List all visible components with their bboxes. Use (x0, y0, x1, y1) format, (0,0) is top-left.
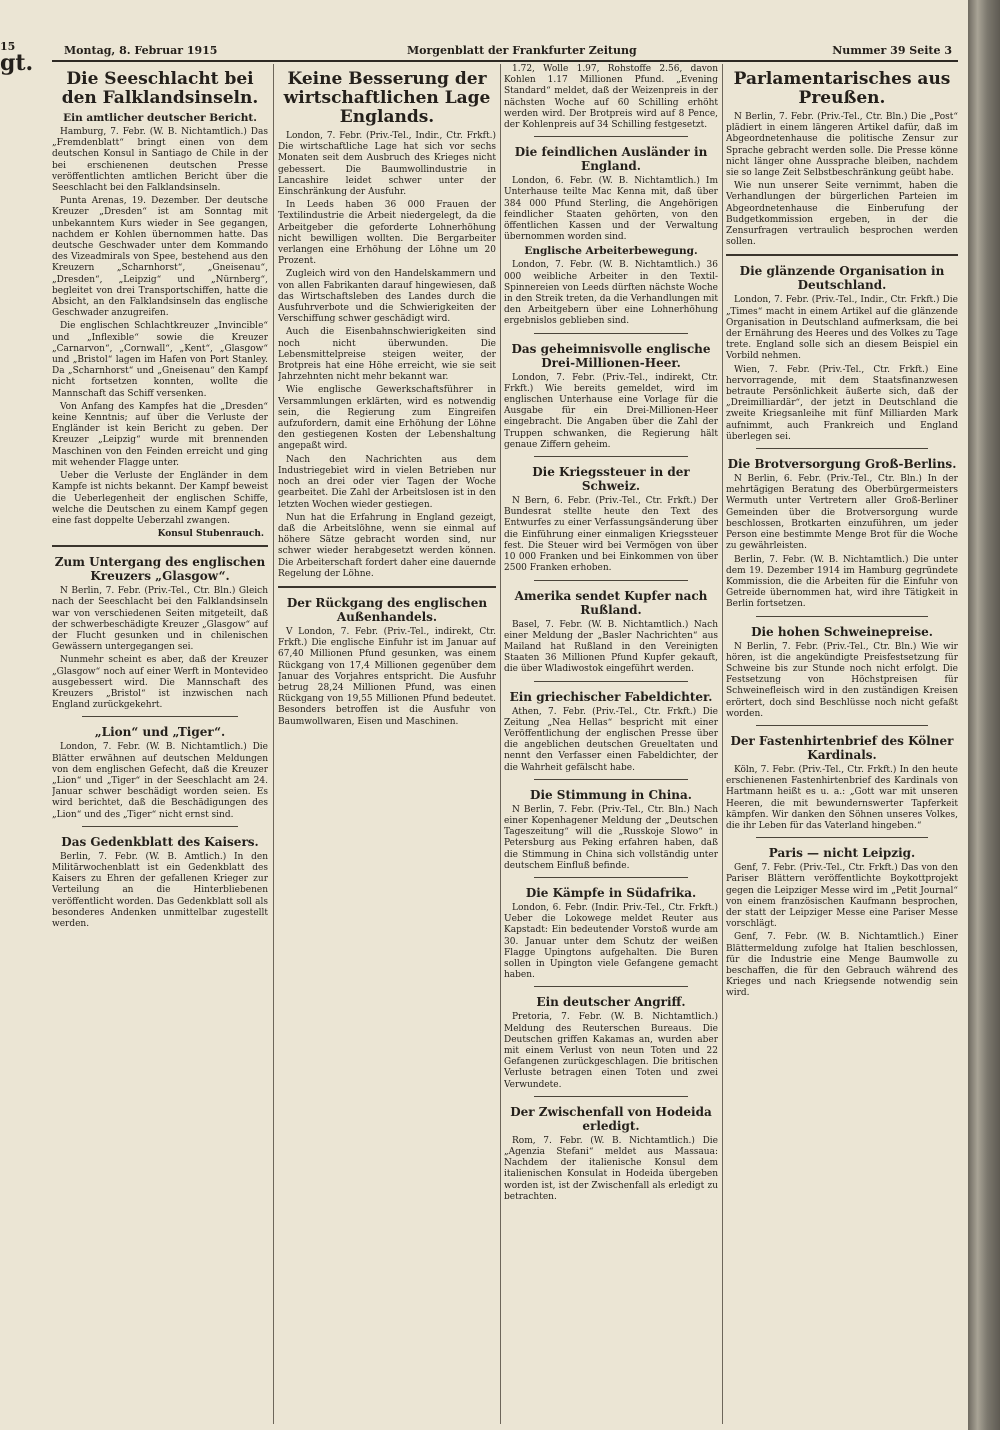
article-separator (82, 826, 238, 827)
article-separator (726, 254, 958, 256)
article-headline: Amerika sendet Kupfer nach Rußland. (514, 588, 708, 617)
article-separator (756, 448, 928, 449)
article-subheadline: Ein amtlicher deutscher Bericht. (63, 112, 257, 124)
article-paragraph: London, 6. Febr. (Indir. Priv.-Tel., Ctr. Frkft.) Ueber die Lokowege meldet Reuter aus Kapstadt: Ein bedeutender Vorstoß wurde am 30. Januar unter dem Schutz der weißen Flagge Upingtons aufgehalten. Die Buren sollen in Upington viele Gefangene gemacht haben. (504, 902, 718, 981)
article-paragraph: Genf, 7. Febr. (Priv.-Tel., Ctr. Frkft.) Das von den Pariser Blättern veröffentlichte Boykottprojekt gegen die Leipziger Messe wird im „Petit Journal“ von einem französischen Kaufmann besprochen, der statt der Leipziger Messe eine Pariser Messe vorschlägt. (726, 863, 958, 930)
article-headline: Die Kämpfe in Südafrika. (525, 885, 697, 900)
book-binding (968, 0, 1000, 1430)
article-separator (534, 877, 688, 878)
article-paragraph: Auch die Eisenbahnschwierigkeiten sind noch nicht überwunden. Die Lebensmittelpreise steigen weiter, der Brotpreis hat eine Höhe erreicht, wie sie seit Jahrzehnten nicht mehr bekannt war. (278, 327, 496, 383)
article-paragraph: Hamburg, 7. Febr. (W. B. Nichtamtlich.) Das „Fremdenblatt“ bringt einen von dem deutschen Konsul in Santiago de Chile in der bei erschienenen deutschen Presse veröffentlichten amtlichen Bericht über die Seeschlacht bei den Falklandsinseln. (52, 127, 268, 194)
article-separator (534, 779, 688, 780)
article-paragraph: Wien, 7. Febr. (Priv.-Tel., Ctr. Frkft.) Eine hervorragende, mit dem Staatsfinanzwesen betraute Persönlichkeit äußerte sich, daß der „Dreimilliardär“, der jetzt in Deutschland die zweite Kriegsanleihe mit fünf Milliarden Mark aufnimmt, auch Frankreich und England überlegen sei. (726, 364, 958, 442)
article-paragraph: Wie nun unserer Seite vernimmt, haben die Verhandlungen der bürgerlichen Parteien im Abgeordnetenhause die Einberufung der Budgetkommission ergeben, in der die Zensurfragen vertraulich besprochen werden sollen. (726, 181, 958, 248)
article-separator (534, 136, 688, 137)
article-headline: Parlamentarisches aus Preußen. (733, 69, 951, 108)
article-paragraph: London, 7. Febr. (Priv.-Tel., indirekt, Ctr. Frkft.) Wie bereits gemeldet, wird im englischen Unterhause eine Vorlage für die Ausgabe für ein Drei-Millionen-Heer eingebracht. Die Angaben über die Zahl der Truppen schwanken, die Regierung hält genaue Ziffern geheim. (504, 372, 718, 450)
article-paragraph: London, 6. Febr. (W. B. Nichtamtlich.) Im Unterhause teilte Mac Kenna mit, daß über 384 000 Pfund Sterling, die Angehörigen feindlicher Staaten gehörten, von den öffentlichen Kassen und der Verwaltung übernommen worden sind. (504, 176, 718, 243)
article-headline: Die hohen Schweinepreise. (751, 624, 933, 639)
article-paragraph: Nun hat die Erfahrung in England gezeigt, daß die Arbeitslöhne, wenn sie einmal auf höhere Sätze gebracht worden sind, nur schwer wieder herabgesetzt werden können. Die Arbeiterschaft fordert daher eine dauernde Regelung der Löhne. (278, 512, 496, 579)
issue-number: Nummer 39 Seite 3 (832, 44, 952, 57)
article-paragraph: N Berlin, 7. Febr. (Priv.-Tel., Ctr. Bln.) Gleich nach der Seeschlacht bei den Falklandsinseln war von verschiedenen Seiten mitgeteilt, daß der schwerbeschädigte Kreuzer „Glasgow“ auf der Flucht gesunken und in chilenischen Gewässern untergegangen sei. (52, 586, 268, 653)
article-separator (756, 725, 928, 726)
article-paragraph: Köln, 7. Febr. (Priv.-Tel., Ctr. Frkft.) In den heute erschienenen Fastenhirtenbrief des Kardinals von Hartmann heißt es u. a.: „Gott war mit unseren Heeren, die mit bewundernswerter Tapferkeit kämpfen. Wir danken den Söhnen unseres Volkes, die ihr Leben für das Vaterland hingeben.“ (726, 764, 958, 831)
article-headline: Ein griechischer Fabeldichter. (509, 689, 713, 704)
article-headline: Das geheimnisvolle englische Drei-Millionen-Heer. (511, 341, 711, 370)
column-divider (722, 64, 723, 1424)
article-paragraph: N Berlin, 7. Febr. (Priv.-Tel., Ctr. Bln.) Die „Post“ plädiert in einem längeren Artikel dafür, daß im Abgeordnetenhause die politische Zensur zur Sprache gebracht werden solle. Die Presse könne nicht länger ohne Aussprache bleiben, nachdem sie so lange Zeit Selbstbeschränkung geübt habe. (726, 112, 958, 179)
article-paragraph: London, 7. Febr. (W. B. Nichtamtlich.) 36 000 weibliche Arbeiter in den Textil-Spinnereien von Leeds dürften nächste Woche in den Streik treten, da die Verhandlungen mit den Arbeitgebern über eine Lohnerhöhung ergebnislos geblieben sind. (504, 260, 718, 327)
article-headline: Das Gedenkblatt des Kaisers. (61, 834, 259, 849)
article-headline: Paris — nicht Leipzig. (768, 846, 916, 861)
article-separator (82, 716, 238, 717)
article-paragraph: Wie englische Gewerkschaftsführer in Versammlungen erklärten, wird es notwendig sein, die Regierung zum Eingreifen aufzufordern, damit eine Erhöhung der Löhne den gestiegenen Kosten der Lebenshaltung angepaßt wird. (278, 385, 496, 452)
adjacent-page-fragment (0, 40, 36, 1430)
adjacent-page-heading-fragment: gt. (0, 50, 34, 76)
article-paragraph: Zugleich wird von den Handelskammern und von allen Fabrikanten darauf hingewiesen, daß das Wirtschaftsleben des Landes durch die Ausfuhrverbote und die Schwierigkeiten der Verschiffung schwer geschädigt wird. (278, 269, 496, 325)
article-headline: Die Seeschlacht bei den Falklandsinseln. (61, 69, 259, 108)
article-paragraph: N Berlin, 6. Febr. (Priv.-Tel., Ctr. Bln.) In der mehrtägigen Beratung des Oberbürgermeisters Wermuth unter Vertretern aller Groß-Berliner Gemeinden über die Brotversorgung wurde beschlossen, Brotkarten einzuführen, um jeder Person eine bestimmte Menge Brot für die Woche zu gewährleisten. (726, 474, 958, 552)
article-separator (756, 837, 928, 838)
article-paragraph: London, 7. Febr. (Priv.-Tel., Indir., Ctr. Frkft.) Die wirtschaftliche Lage hat sich vor sechs Monaten seit dem Ausbruch des Krieges nicht gebessert. Die Baumwollindustrie in Lancashire leidet schwer unter der Einschränkung der Ausfuhr. (278, 131, 496, 198)
article-headline: Die feindlichen Ausländer in England. (514, 145, 708, 174)
article-headline: Die Stimmung in China. (530, 787, 692, 802)
article-paragraph: N Bern, 6. Febr. (Priv.-Tel., Ctr. Frkft.) Der Bundesrat stellte heute den Text des Entwurfes zu einer Verfassungsänderung über die Einführung einer einmaligen Kriegssteuer fest. Die Steuer wird bei Vermögen von über 10 000 Franken und bei Einkommen von über 2500 Franken erhoben. (504, 496, 718, 574)
article-separator (534, 333, 688, 334)
article-separator (534, 1096, 688, 1097)
article-paragraph: London, 7. Febr. (Priv.-Tel., Indir., Ctr. Frkft.) Die „Times“ macht in einem Artikel auf die glänzende Organisation in Deutschland aufmerksam, die bei der Ernährung des Heeres und des Volkes zu Tage trete. England solle sich an diesem Beispiel ein Vorbild nehmen. (726, 295, 958, 362)
article-headline: Zum Untergang des englischen Kreuzers „Glasgow“. (54, 555, 266, 584)
article-paragraph: Nach den Nachrichten aus dem Industriegebiet wird in vielen Betrieben nur noch an drei oder vier Tagen der Woche gearbeitet. Die Zahl der Arbeitslosen ist in den letzten Wochen wieder gestiegen. (278, 454, 496, 510)
article-paragraph: Berlin, 7. Febr. (W. B. Nichtamtlich.) Die unter dem 19. Dezember 1914 im Hamburg gegründete Kommission, die die Arbeiten für die Einfuhr von Getreide übernommen hat, wird ihre Tätigkeit in Berlin fortsetzen. (726, 554, 958, 610)
article-separator (534, 986, 688, 987)
newspaper-title: Morgenblatt der Frankfurter Zeitung (407, 44, 637, 57)
article-paragraph: N Berlin, 7. Febr. (Priv.-Tel., Ctr. Bln.) Wie wir hören, ist die angekündigte Preisfestsetzung für Schweine bis zur Stunde noch nicht erfolgt. Die Festsetzung von Höchstpreisen für Schweinefleisch wird in den zuständigen Kreisen erörtert, doch sind Beschlüsse noch nicht gefaßt worden. (726, 641, 958, 719)
column-4 (726, 64, 958, 1424)
article-headline: Der Zwischenfall von Hodeida erledigt. (510, 1104, 712, 1133)
article-separator (534, 681, 688, 682)
article-headline: Keine Besserung der wirtschaftlichen Lage Englands. (283, 69, 491, 127)
article-separator (534, 580, 688, 581)
article-paragraph: Berlin, 7. Febr. (W. B. Amtlich.) In den Militärwochenblatt ist ein Gedenkblatt des Kaisers zu Ehren der gefallenen Krieger zur Verteilung an die Hinterbliebenen veröffentlicht worden. Das Gedenkblatt soll als besonderes Andenken unmittelbar zugestellt werden. (52, 851, 268, 929)
article-paragraph: Rom, 7. Febr. (W. B. Nichtamtlich.) Die „Agenzia Stefani“ meldet aus Massaua: Nachdem der italienische Konsul dem italienischen Konsulat in Hodeida übergeben worden ist, ist der Zwischenfall als erledigt zu betrachten. (504, 1135, 718, 1202)
column-divider (273, 64, 274, 1424)
article-paragraph: Pretoria, 7. Febr. (W. B. Nichtamtlich.) Meldung des Reuterschen Bureaus. Die Deutschen griffen Kakamas an, wurden aber mit einem Verlust von neun Toten und 22 Gefangenen zurückgeschlagen. Die britischen Verluste betragen einen Toten und zwei Verwundete. (504, 1012, 718, 1090)
article-separator (756, 616, 928, 617)
article-paragraph: Ueber die Verluste der Engländer in dem Kampfe ist nichts bekannt. Der Kampf beweist die Ueberlegenheit der englischen Schiffe, welche die Deutschen zu einem Kampf gegen eine fast doppelte Ueberzahl zwangen. (52, 471, 268, 526)
article-headline: Ein deutscher Angriff. (536, 995, 686, 1010)
column-divider (500, 64, 501, 1424)
adjacent-page-number: 15 (0, 40, 16, 53)
article-separator (534, 456, 688, 457)
column-1 (52, 64, 268, 1424)
article-subheadline: Englische Arbeiterbewegung. (524, 245, 698, 258)
masthead-rule (52, 60, 958, 62)
article-paragraph: Genf, 7. Febr. (W. B. Nichtamtlich.) Einer Blättermeldung zufolge hat Italien beschlossen, für die Industrie eine Menge Baumwolle zu beschaffen, die für den Gebrauch während des Krieges und nach Kriegsende notwendig sein wird. (726, 932, 958, 999)
article-paragraph: Punta Arenas, 19. Dezember. Der deutsche Kreuzer „Dresden“ ist am Sonntag mit unbekanntem Kurs wieder in See gegangen, nachdem er Kohlen übernommen hatte. Das deutsche Geschwader unter dem Kommando des Vizeadmirals von Spee, bestehend aus den Kreuzern „Scharnhorst“, „Gneisenau“, „Dresden“, „Leipzig“ und „Nürnberg“, begleitet von drei Transportschiffen, hatte die Absicht, an den Falklandsinseln das englische Geschwader anzugreifen. (52, 196, 268, 319)
column-2 (278, 64, 496, 1424)
article-paragraph: 1.72, Wolle 1.97, Rohstoffe 2.56, davon Kohlen 1.17 Millionen Pfund. „Evening Standard“ meldet, daß der Weizenpreis in der nächsten Woche auf 60 Schilling erhöht werden wird. Der Brotpreis wird auf 8 Pence, der Kohlenpreis auf 34 Schilling festgesetzt. (504, 64, 718, 131)
article-signature: Konsul Stubenrauch. (157, 529, 264, 540)
column-3 (504, 64, 718, 1424)
article-headline: Der Fastenhirtenbrief des Kölner Kardinals. (730, 733, 954, 762)
article-headline: Die Kriegssteuer in der Schweiz. (532, 465, 690, 494)
article-separator (52, 545, 268, 547)
article-headline: Die glänzende Organisation in Deutschland. (739, 264, 945, 293)
article-paragraph: Basel, 7. Febr. (W. B. Nichtamtlich.) Nach einer Meldung der „Basler Nachrichten“ aus Mailand hat Rußland in den Vereinigten Staaten 36 Millionen Pfund Kupfer gekauft, die über Wladiwostok eingeführt werden. (504, 619, 718, 675)
article-separator (278, 586, 496, 588)
article-paragraph: In Leeds haben 36 000 Frauen der Textilindustrie die Arbeit niedergelegt, da die Arbeitgeber die geforderte Lohnerhöhung nicht bewilligen wollten. Die Bergarbeiter verlangen eine Erhöhung der Löhne um 20 Prozent. (278, 200, 496, 267)
article-headline: Der Rückgang des englischen Außenhandels. (286, 595, 488, 624)
article-paragraph: Die englischen Schlachtkreuzer „Invincible“ und „Inflexible“ sowie die Kreuzer „Carnarvon“, „Cornwall“, „Kent“, „Glasgow“ und „Bristol“ lagen im Hafen von Port Stanley. Da „Scharnhorst“ und „Gneisenau“ den Kampf nicht fortsetzen konnten, wollte die Mannschaft das Schiff versenken. (52, 321, 268, 399)
issue-date: Montag, 8. Februar 1915 (64, 44, 218, 57)
article-paragraph: Athen, 7. Febr. (Priv.-Tel., Ctr. Frkft.) Die Zeitung „Nea Hellas“ bespricht mit einer Veröffentlichung der englischen Presse über die angeblichen deutschen Greueltaten und nennt den Verfasser einen Fabeldichter, der die Wahrheit gefälscht habe. (504, 706, 718, 773)
article-paragraph: London, 7. Febr. (W. B. Nichtamtlich.) Die Blätter erwähnen auf deutschen Meldungen von dem englischen Gefecht, daß die Kreuzer „Lion“ und „Tiger“ in der Seeschlacht am 24. Januar schwer beschädigt worden seien. Es wird berichtet, daß die Beschädigungen des „Lion“ und des „Tiger“ nicht ernst sind. (52, 742, 268, 820)
article-headline: Die Brotversorgung Groß-Berlins. (727, 457, 957, 472)
article-headline: „Lion“ und „Tiger“. (94, 725, 226, 740)
masthead (52, 42, 960, 62)
article-paragraph: N Berlin, 7. Febr. (Priv.-Tel., Ctr. Bln.) Nach einer Kopenhagener Meldung der „Deutschen Tageszeitung“ will die „Russkoje Slowo“ in Petersburg aus Peking erfahren haben, daß die Stimmung in China sich vollständig unter deutschem Einfluß befinde. (504, 804, 718, 871)
article-paragraph: Von Anfang des Kampfes hat die „Dresden“ keine Kenntnis; auf über die Verluste der Engländer ist kein Bericht zu geben. Der Kreuzer „Leipzig“ wurde mit brennenden Maschinen von den Feinden erreicht und ging mit wehender Flagge unter. (52, 401, 268, 468)
article-paragraph: Nunmehr scheint es aber, daß der Kreuzer „Glasgow“ noch auf einer Werft in Montevideo ausgebessert wird. Die Mannschaft des Kreuzers „Bristol“ ist inzwischen nach England zurückgekehrt. (52, 655, 268, 711)
article-paragraph: V London, 7. Febr. (Priv.-Tel., indirekt, Ctr. Frkft.) Die englische Einfuhr ist im Januar auf 67,40 Millionen Pfund gesunken, was einem Rückgang von 17,4 Millionen gegenüber dem Januar des Vorjahres entspricht. Die Ausfuhr betrug 28,24 Millionen Pfund, was einen Rückgang von 19,55 Millionen Pfund bedeutet. Besonders betroffen ist die Ausfuhr von Baumwollwaren, Eisen und Maschinen. (278, 626, 496, 727)
